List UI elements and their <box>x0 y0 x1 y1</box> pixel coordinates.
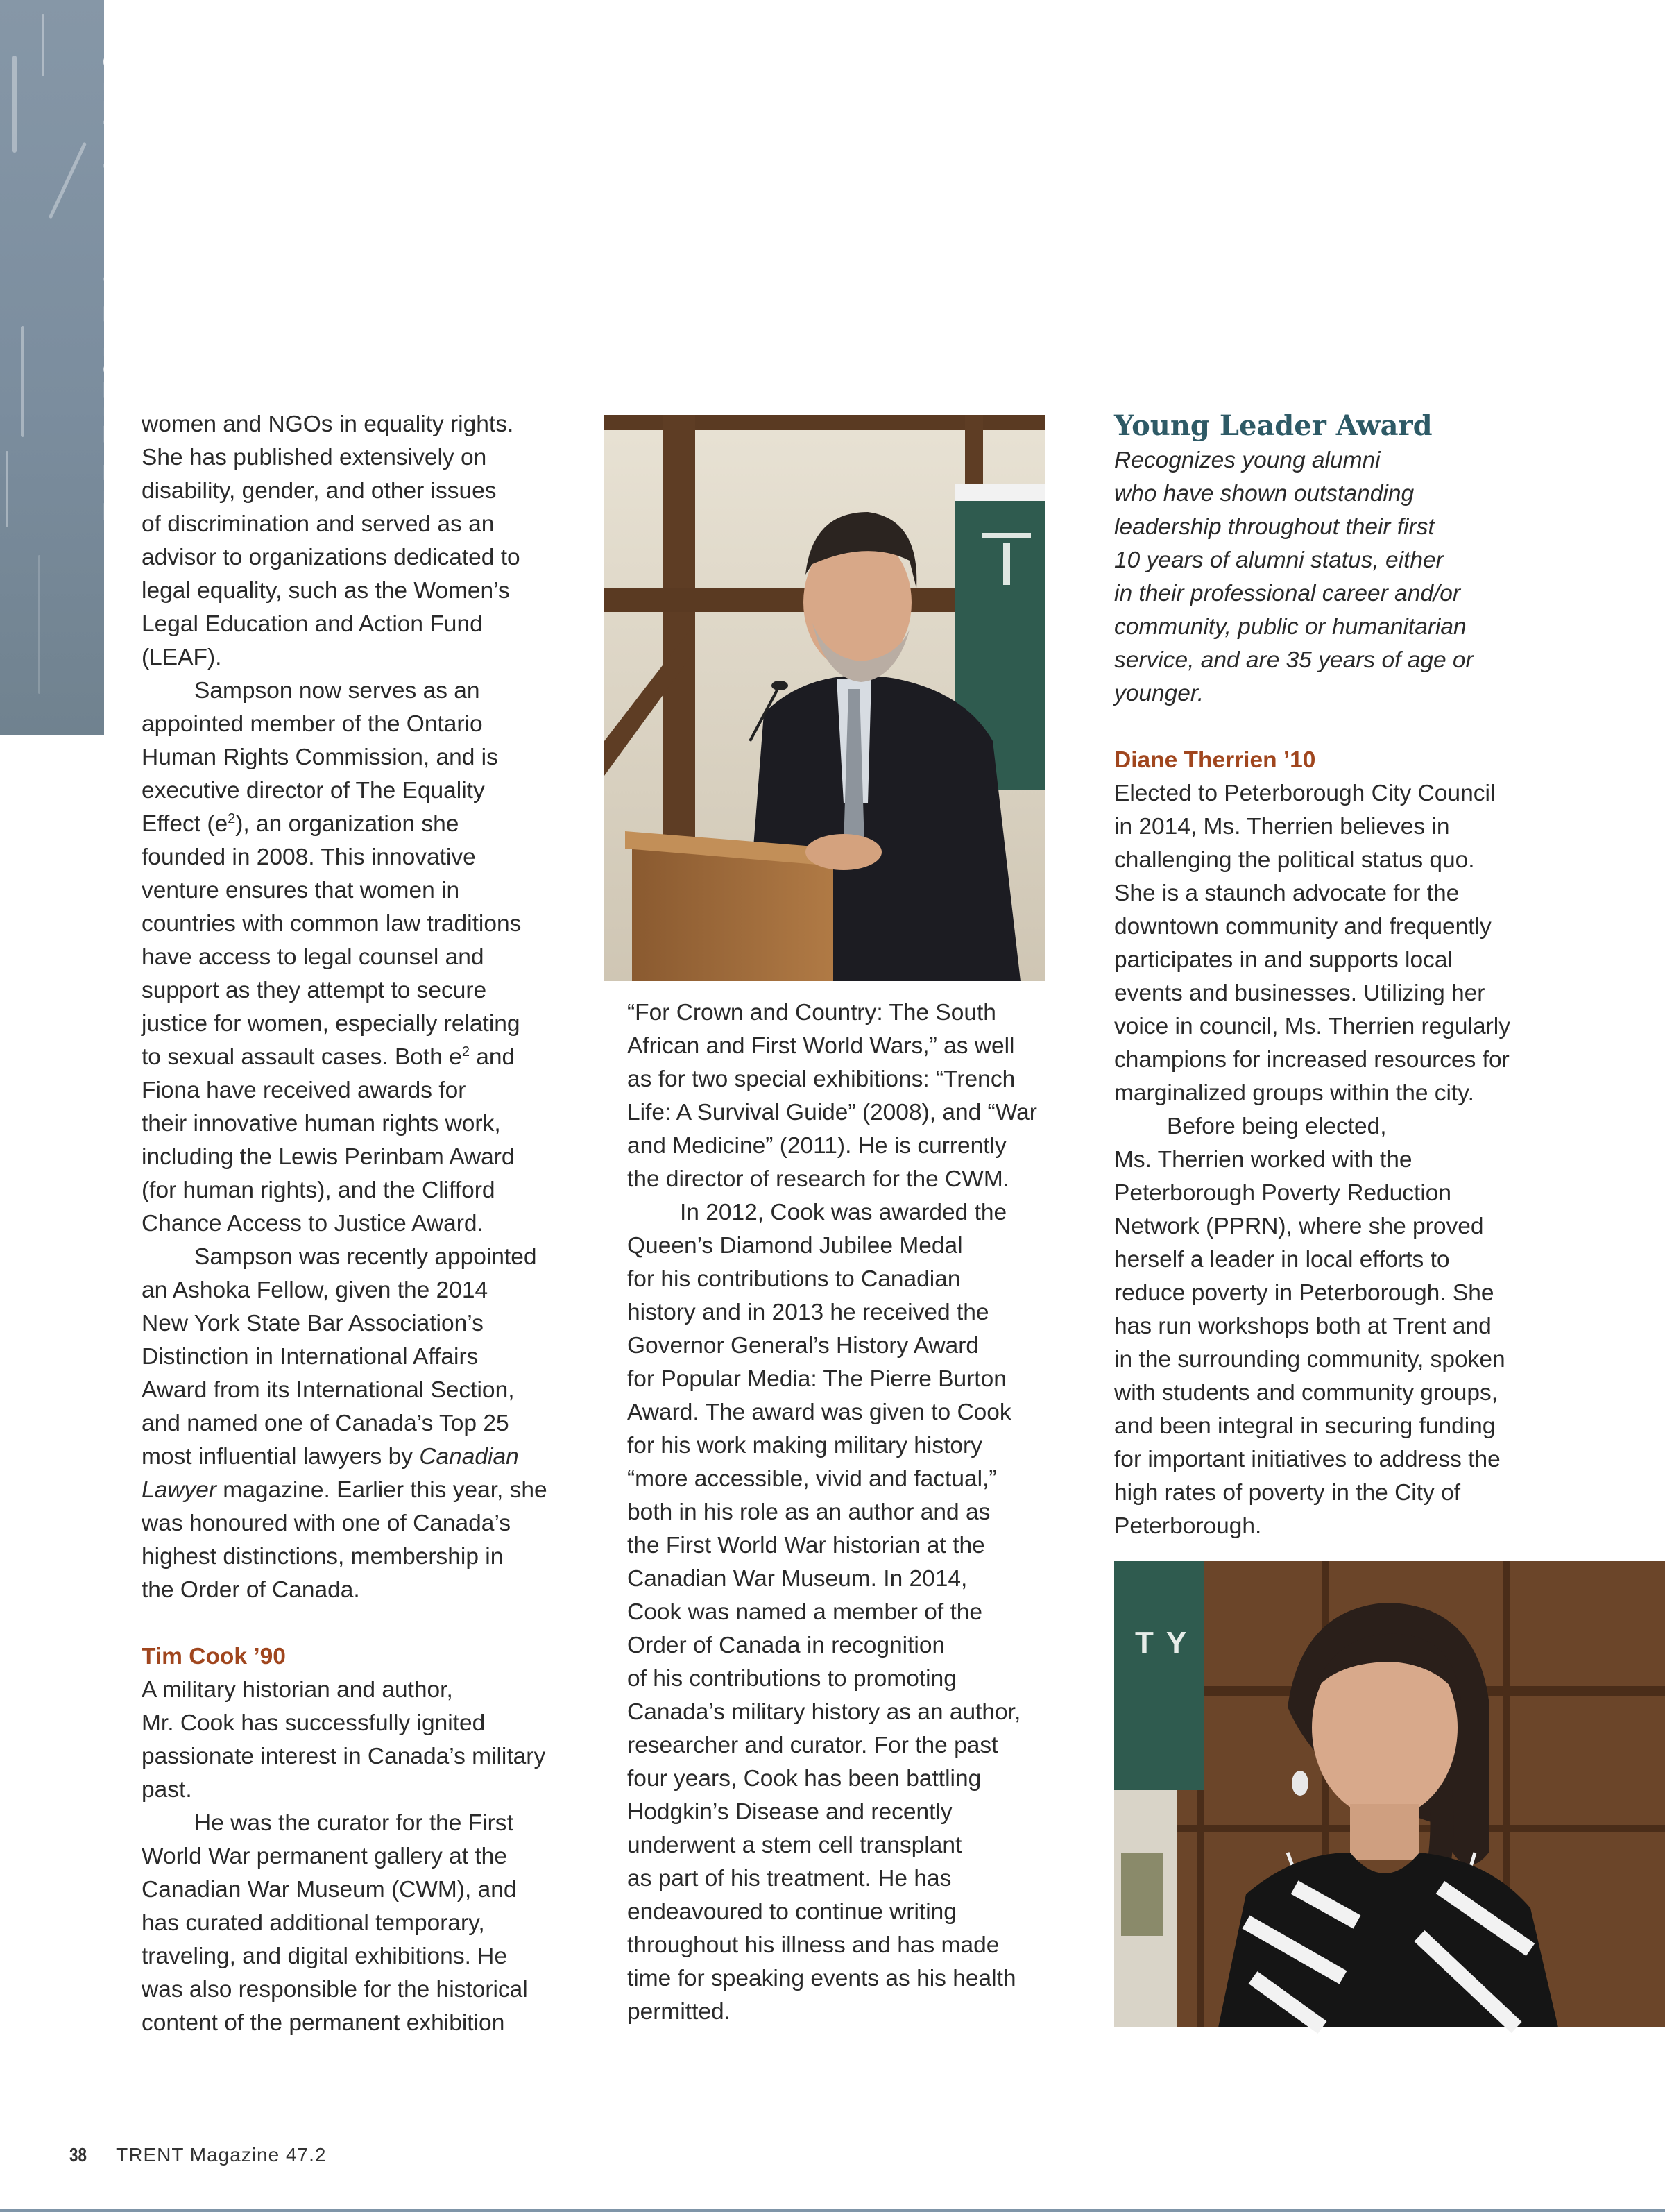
page-footer <box>69 2144 326 2166</box>
star-separator: * <box>101 291 137 302</box>
paragraph: Elected to Peterborough City Council in 2014, Ms. Therrien believes in challenging the political status quo. She is a staunch advocate for the downtown community and frequently participates in and supports local events and businesses. Utilizing her voice in council, Ms. Therrien regularly champions for increased resources for marginalized groups within the city. <box>1114 781 1510 1106</box>
article-column-2 <box>627 996 1071 2029</box>
honoree-name: Tim Cook ’90 <box>142 1644 286 1669</box>
paragraph: He was the curator for the First World War permanent gallery at the Canadian War Museum (CWM), and has curated additional temporary, traveling, and digital exhibitions. He was also responsible for the historical content of the permanent exhibition <box>142 1810 528 2036</box>
honoree-name: Diane Therrien ’10 <box>1114 747 1316 773</box>
paragraph: “For Crown and Country: The South African and First World Wars,” as well as for two special exhibitions: “Trench Life: A Survival Guide” (2008), and “War and Medicine” (2011). He is currently the director of research for the CWM. <box>627 1000 1037 1192</box>
section-label-part1: TRENT PEOPLE <box>96 305 138 520</box>
photo-diane-therrien <box>1114 1561 1665 2027</box>
bottom-rule <box>0 2209 1665 2212</box>
paragraph: Sampson now serves as an appointed member of the Ontario Human Rights Commission, and is executive director of The Equality Effect $(e^2)$, an organization she founded in 2008. This innovative venture ensures that women in countries with common law traditions have access to legal counsel and support as they attempt to secure justice for women, especially relating to sexual assault cases. Both $e^2$ and Fiona have received awards for their innovative human rights work, including the Lewis Perinbam Award (for human rights), and the Clifford Chance Access to Justice Award. <box>142 678 522 1236</box>
paragraph: In 2012, Cook was awarded the Queen’s Diamond Jubilee Medal for his contributions to Canadian history and in 2013 he received the Governor General’s History Award for Popular Media: The Pierre Burton Award. The award was given to Cook for his work making military history “more accessible, vivid and factual,” both in his role as an author and as the First World War historian at the Canadian War Museum. In 2014, Cook was named a member of the Order of Canada in recognition of his contributions to promoting Canada’s military history as an author, researcher and curator. For the past four years, Cook has been battling Hodgkin’s Disease and recently underwent a stem cell transplant as part of his treatment. He has endeavoured to continue writing throughout his illness and has made time for speaking events as his health permitted. <box>627 1200 1021 2025</box>
section-label-part2: ALUMNI AWARDS <box>96 53 138 289</box>
article-column-1 <box>142 408 586 2040</box>
section-label <box>96 53 138 520</box>
paragraph: Before being elected, Ms. Therrien worked with the Peterborough Poverty Reduction Network (PPRN), where she proved herself a leader in local efforts to reduce poverty in Peterborough. She has run workshops both at Trent and in the surrounding community, spoken with students and community groups, and been integral in securing funding for important initiatives to address the high rates of poverty in the City of Peterborough. <box>1114 1114 1505 1539</box>
paragraph: women and NGOs in equality rights. She has published extensively on disability, gender, and other issues of discrimination and served as an advisor to organizations dedicated to legal equality, such as the Women’s Legal Education and Action Fund (LEAF). <box>142 411 520 670</box>
paragraph: Sampson was recently appointed an Ashoka Fellow, given the 2014 New York State Bar Association’s Distinction in International Affairs Award from its International Section, and named one of Canada’s Top 25 most influential lawyers by Canadian Lawyer magazine. Earlier this year, she was honoured with one of Canada’s highest distinctions, membership in the Order of Canada. <box>142 1244 547 1603</box>
paragraph: A military historian and author, Mr. Cook has successfully ignited passionate interest in Canada’s military past. <box>142 1677 546 1803</box>
article-column-3 <box>1114 408 1558 1543</box>
photo-tim-cook <box>604 415 1045 981</box>
banner-text: TY <box>1135 1626 1199 1660</box>
section-side-tab <box>0 0 138 735</box>
page-number: 38 <box>69 2144 87 2166</box>
award-description: Recognizes young alumni who have shown outstanding leadership throughout their first 10 years of alumni status, either in their professional career and/or community, public or humanitarian service, and are 35 years of age or younger. <box>1114 448 1474 706</box>
award-title: Young Leader Award <box>1114 409 1433 442</box>
magazine-title: TRENT Magazine 47.2 <box>116 2144 327 2166</box>
